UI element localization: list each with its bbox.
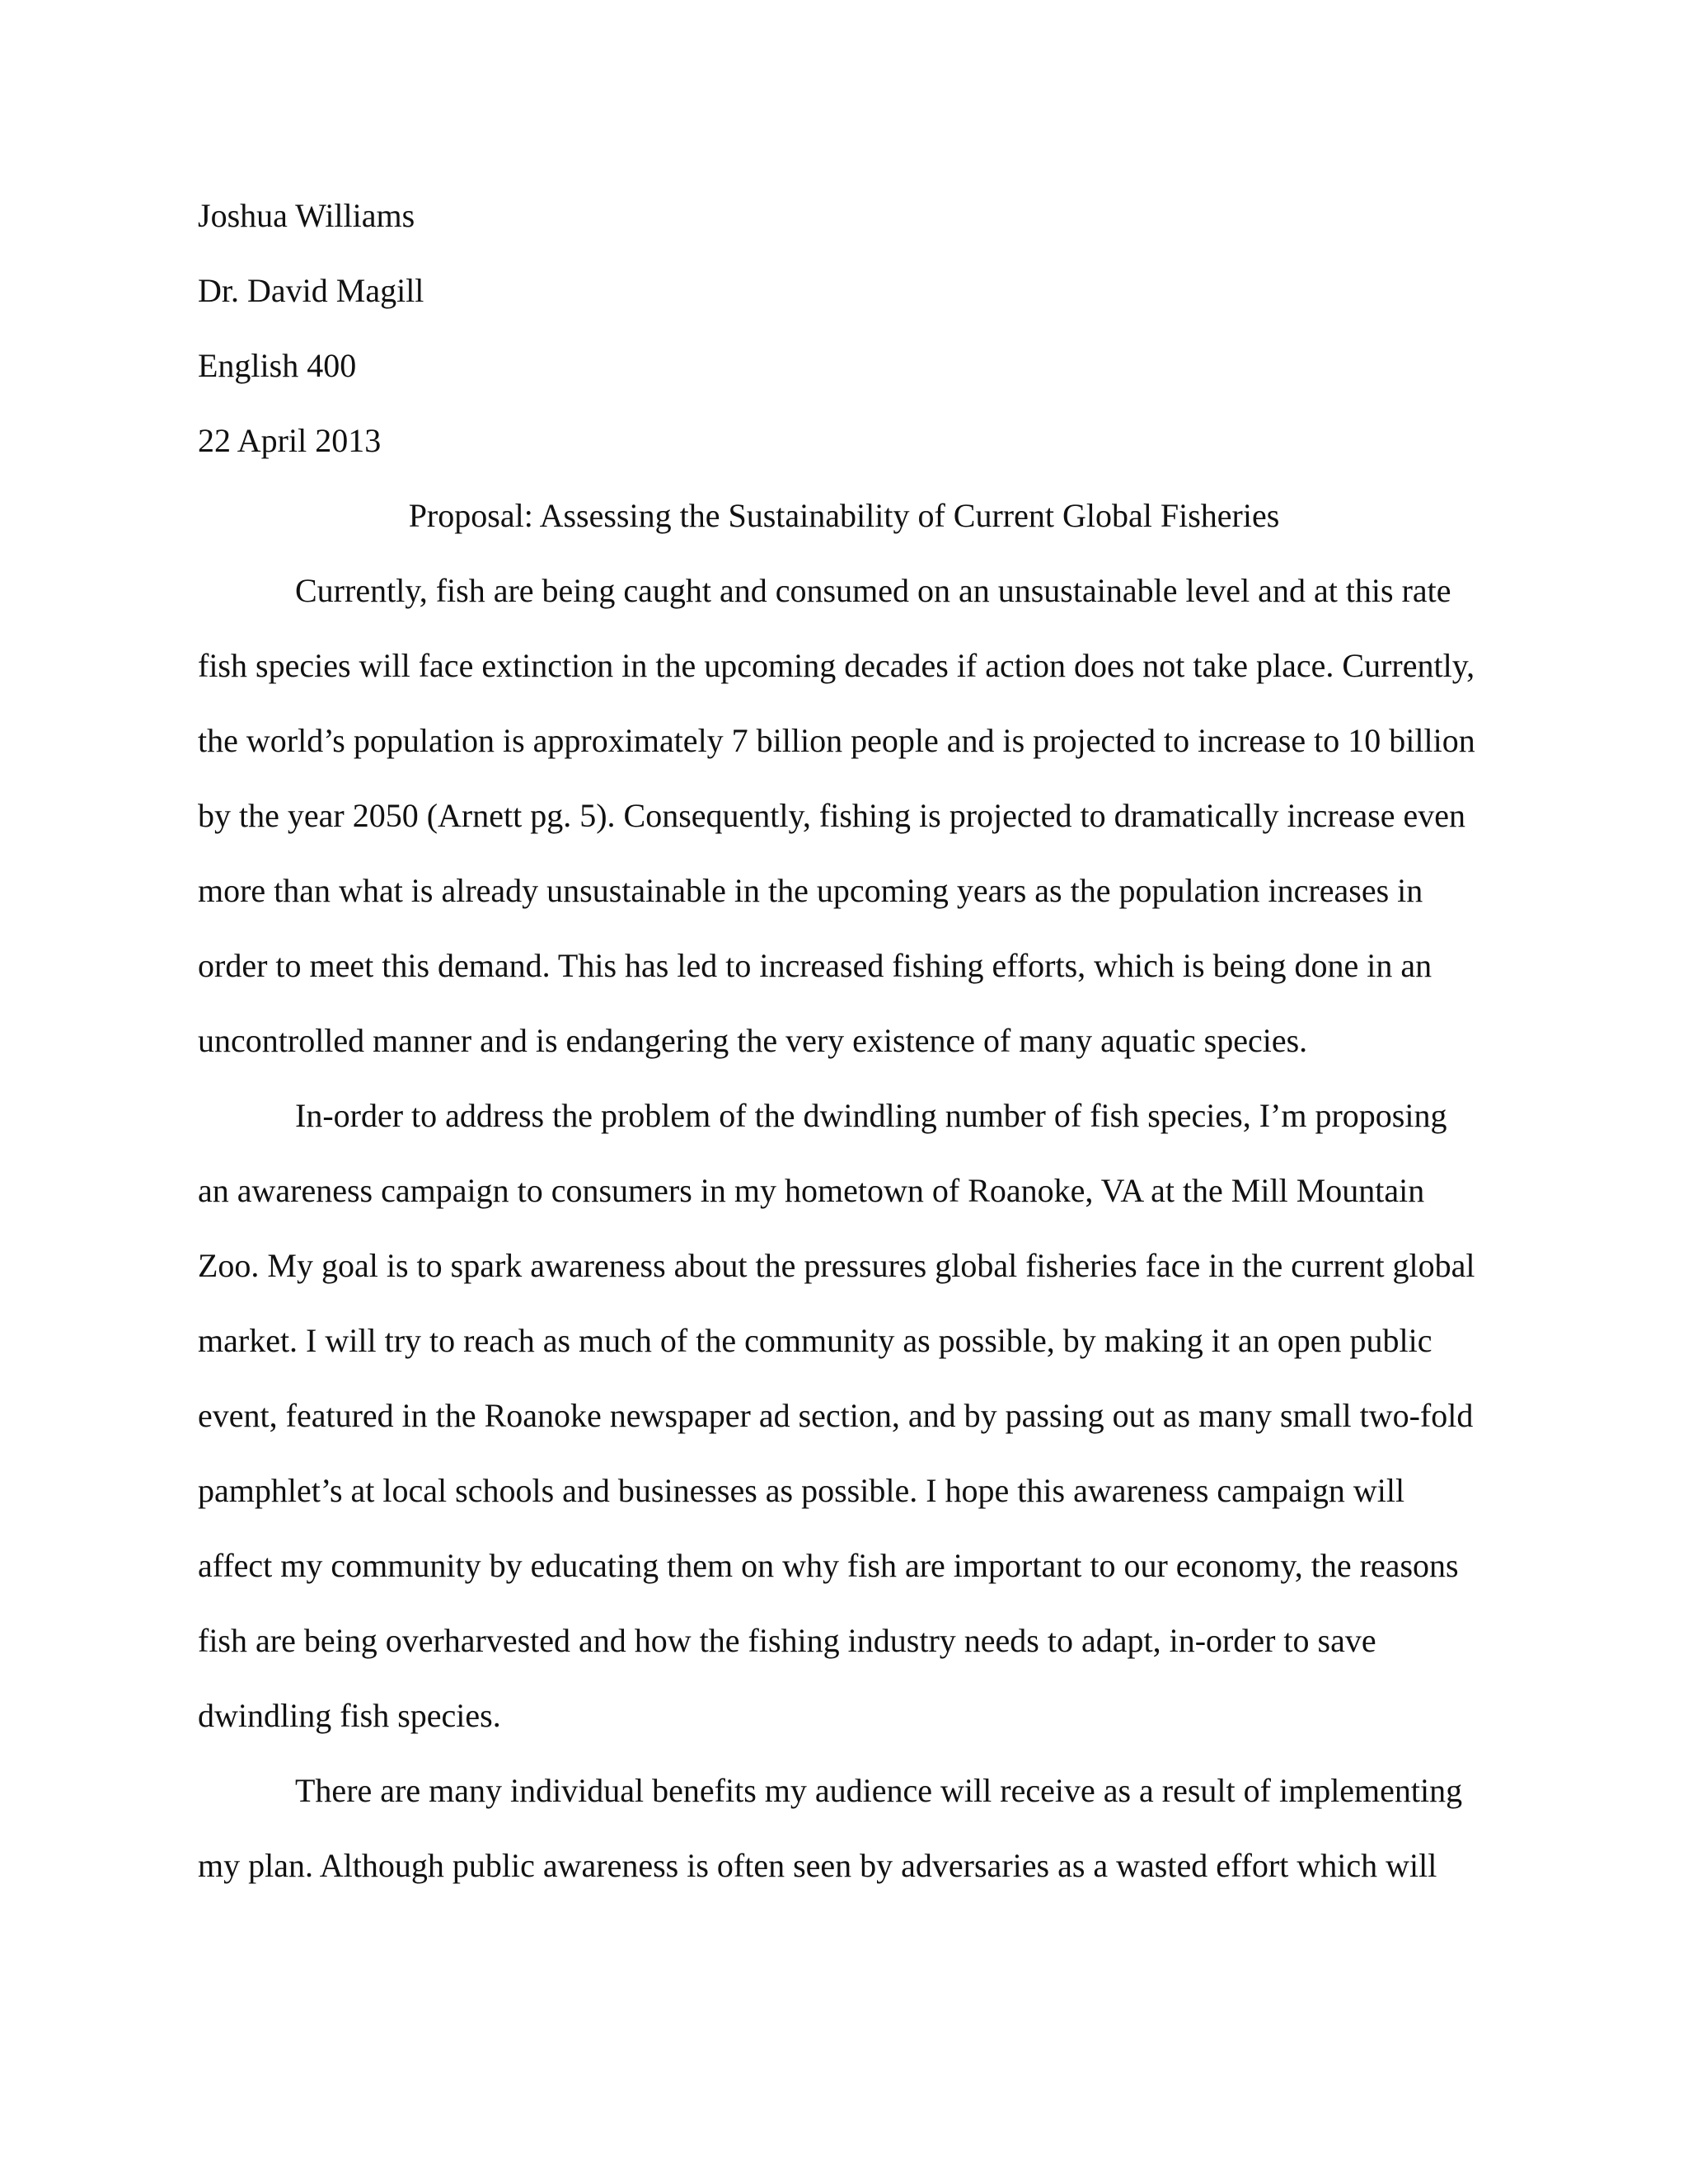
paragraph-2-line-2: an awareness campaign to consumers in my hometown of Roanoke, VA at the Mill Mountain: [198, 1172, 1425, 1209]
paragraph-1-line-6: order to meet this demand. This has led to increased fishing efforts, which is being done in an: [198, 947, 1432, 984]
paragraph-1-line-1: Currently, fish are being caught and consumed on an unsustainable level and at this rate: [295, 572, 1451, 609]
paragraph-1-line-2: fish species will face extinction in the upcoming decades if action does not take place. Currently,: [198, 647, 1475, 684]
paragraph-2-line-5: event, featured in the Roanoke newspaper ad section, and by passing out as many small two-fold: [198, 1397, 1474, 1434]
paragraph-2-line-9: dwindling fish species.: [198, 1697, 501, 1734]
paragraph-2-line-1: In-order to address the problem of the dwindling number of fish species, I’m proposing: [295, 1097, 1447, 1134]
paragraph-2-line-8: fish are being overharvested and how the fishing industry needs to adapt, in-order to save: [198, 1622, 1376, 1659]
course-name: English 400: [198, 347, 357, 384]
paragraph-2-line-3: Zoo. My goal is to spark awareness about the pressures global fisheries face in the current global: [198, 1247, 1475, 1284]
document-title: Proposal: Assessing the Sustainability of Current Global Fisheries: [408, 497, 1280, 534]
author-name: Joshua Williams: [198, 197, 415, 234]
paragraph-1-line-3: the world’s population is approximately 7 billion people and is projected to increase to 10 billion: [198, 722, 1475, 759]
paragraph-1-line-5: more than what is already unsustainable in the upcoming years as the population increases in: [198, 872, 1423, 909]
paragraph-2-line-7: affect my community by educating them on why fish are important to our economy, the reasons: [198, 1547, 1459, 1584]
instructor-name: Dr. David Magill: [198, 272, 424, 309]
paragraph-2-line-6: pamphlet’s at local schools and businesses as possible. I hope this awareness campaign will: [198, 1472, 1405, 1509]
paragraph-3-line-1: There are many individual benefits my audience will receive as a result of implementing: [295, 1772, 1463, 1809]
paragraph-1-line-7: uncontrolled manner and is endangering the very existence of many aquatic species.: [198, 1022, 1308, 1059]
paragraph-1-line-4: by the year 2050 (Arnett pg. 5). Consequently, fishing is projected to dramatically increase even: [198, 797, 1466, 834]
date: 22 April 2013: [198, 422, 382, 459]
paragraph-3-line-2: my plan. Although public awareness is often seen by adversaries as a wasted effort which will: [198, 1847, 1437, 1884]
paragraph-2-line-4: market. I will try to reach as much of the community as possible, by making it an open public: [198, 1322, 1432, 1359]
